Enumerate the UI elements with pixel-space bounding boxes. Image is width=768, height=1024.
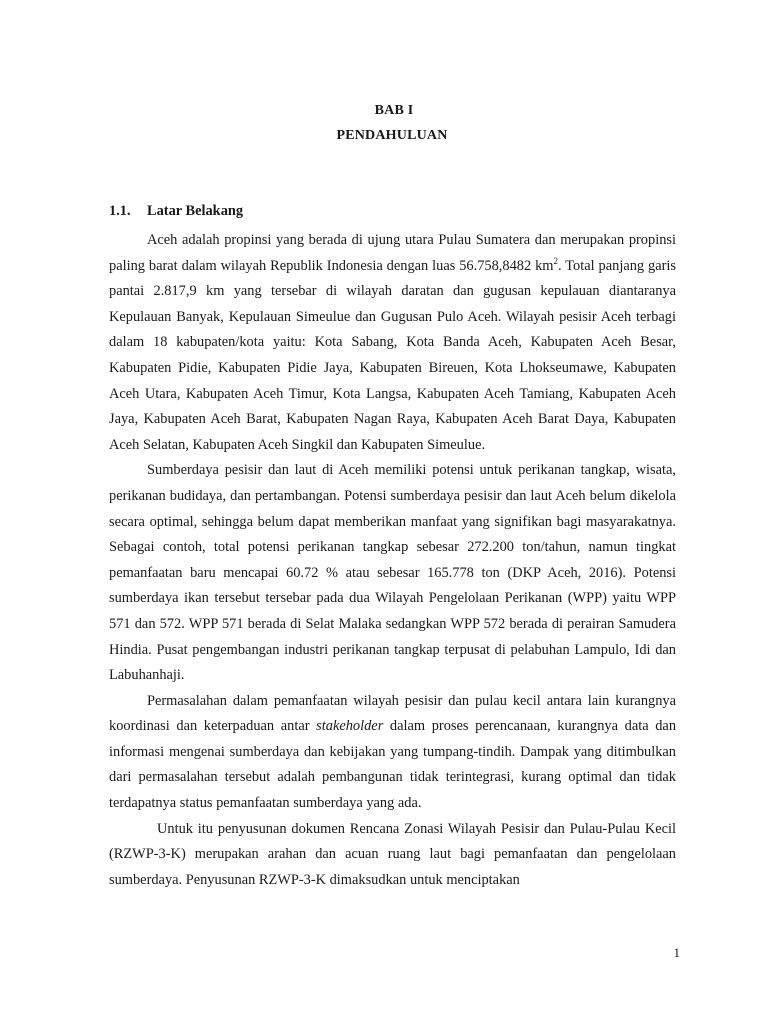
chapter-number: BAB I — [374, 103, 414, 118]
paragraph-4: Untuk itu penyusunan dokumen Rencana Zonasi Wilayah Pesisir dan Pulau-Pulau Kecil (RZWP-3-K) merupakan arahan dan acuan ruang laut bagi pemanfaatan dan pengelolaan sumberdaya. Penyusunan RZWP-3-K dimaksudkan untuk menciptakan — [109, 820, 676, 888]
paragraph-1-text: Aceh adalah propinsi yang berada di ujung utara Pulau Sumatera dan merupakan propinsi paling barat dalam wilayah Republik Indonesia dengan luas 56.758,8482 km — [109, 232, 676, 274]
section-heading — [109, 203, 243, 220]
paragraph-3-text-cont: dalam proses perencanaan, kurangnya data dan informasi mengenai sumberdaya dan kebijakan yang tumpang-tindih. Dampak yang ditimbulkan dari permasalahan tersebut adalah pembangunan tidak terintegrasi, kurang optimal dan tidak terdapatnya status pemanfaatan sumberdaya yang ada. — [109, 718, 677, 812]
paragraph-2: Sumberdaya pesisir dan laut di Aceh memiliki potensi untuk perikanan tangkap, wisata, perikanan budidaya, dan pertambangan. Potensi sumberdaya pesisir dan laut Aceh belum dikelola secara optimal, sehingga belum dapat memberikan manfaat yang signifikan bagi masyarakatnya. Sebagai contoh, total potensi perikanan tangkap sebesar 272.200 ton/tahun, namun tingkat pemanfaatan baru mencapai 60.72 % atau sebesar 165.778 ton (DKP Aceh, 2016). Potensi sumberdaya ikan tersebut tersebar pada dua Wilayah Pengelolaan Perikanan (WPP) yaitu WPP 571 dan 572. WPP 571 berada di Selat Malaka sedangkan WPP 572 berada di perairan Samudera Hindia. Pusat pengembangan industri perikanan tangkap terpusat di pelabuhan Lampulo, Idi dan Labuhanhaji. — [109, 462, 676, 684]
body-text — [109, 228, 676, 893]
page-number: 1 — [673, 945, 680, 960]
chapter-title: PENDAHULUAN — [336, 128, 448, 143]
paragraph-3 — [109, 689, 676, 817]
italic-term: stakeholder — [316, 718, 384, 735]
paragraph-1 — [109, 228, 676, 458]
section-title: Latar Belakang — [147, 203, 244, 219]
section-number: 1.1. — [109, 203, 131, 219]
superscript-exponent: 2 — [553, 255, 558, 266]
paragraph-1-text-cont: . Total panjang garis pantai 2.817,9 km yang tersebar di wilayah daratan dan gugusan kepulauan diantaranya Kepulauan Banyak, Kepulauan Simeulue dan Gugusan Pulo Aceh. Wilayah pesisir Aceh terbagi dalam 18 kabupaten/kota yaitu: Kota Sabang, Kota Banda Aceh, Kabupaten Aceh Besar, Kabupaten Pidie, Kabupaten Pidie Jaya, Kabupaten Bireuen, Kota Lhokseumawe, Kabupaten Aceh Utara, Kabupaten Aceh Timur, Kota Langsa, Kabupaten Aceh Tamiang, Kabupaten Aceh Jaya, Kabupaten Aceh Barat, Kabupaten Nagan Raya, Kabupaten Aceh Barat Daya, Kabupaten Aceh Selatan, Kabupaten Aceh Singkil dan Kabupaten Simeulue. — [109, 257, 676, 453]
paragraph-3-text: Permasalahan dalam pemanfaatan wilayah pesisir dan pulau kecil antara lain kurangnya koordinasi dan keterpaduan antar — [109, 692, 676, 735]
